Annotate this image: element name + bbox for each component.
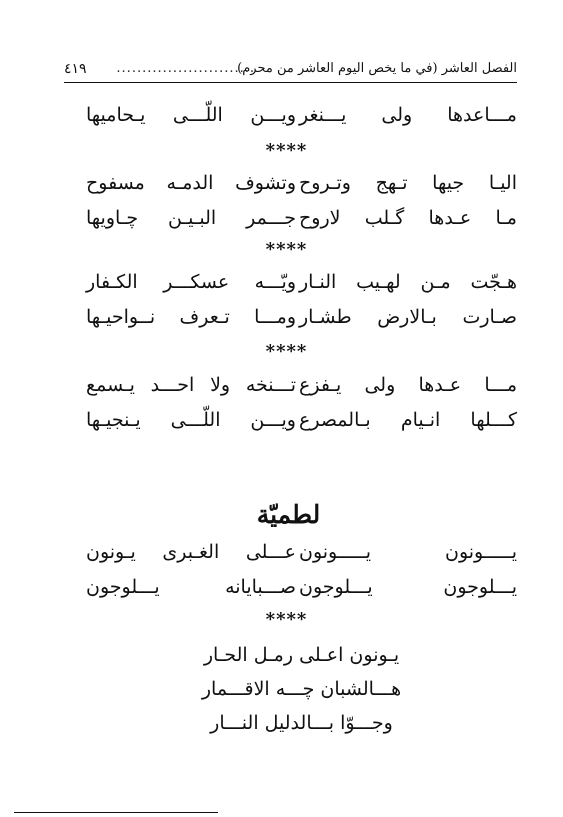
- section-heading: لطميّة: [256, 500, 321, 529]
- first-hemistich: كـــلها انـيام بـالمصرع: [299, 409, 517, 431]
- second-hemistich: جـــمر البـيـن چـاويها: [86, 207, 296, 229]
- second-hemistich: تـــنخه ولا احـــد يـسمع: [86, 374, 296, 396]
- page-number: ٤١٩: [64, 61, 87, 77]
- verse-line: [64, 572, 517, 602]
- verse-line: هـــالشبان چـــه الاقـــمار: [201, 678, 402, 700]
- verse-line: [64, 168, 517, 198]
- first-hemistich: يـــــونون يـــــونون: [299, 541, 517, 563]
- chapter-title: الفصل العاشر (في ما يخص اليوم العاشر من محرم): [237, 61, 517, 76]
- second-hemistich: ويـــن اللّـــى يـنجيـها: [86, 409, 296, 431]
- verse-line: [64, 370, 517, 400]
- stars-separator: ****: [265, 609, 308, 630]
- first-hemistich: هـجّت مـن لهـيب النـار: [299, 271, 517, 293]
- verse-line: [64, 302, 517, 332]
- first-hemistich: مـا عـدها گـلب لاروح: [299, 207, 517, 229]
- stars-separator: ****: [265, 140, 308, 161]
- header-rule: [64, 82, 517, 83]
- first-hemistich: يـــلوجون يـــلوجون: [299, 576, 517, 598]
- second-hemistich: صـــبايانه يـــلوجون: [86, 576, 296, 598]
- second-hemistich: ويّـــه عسكـــر الكـفار: [86, 271, 296, 293]
- footer-rule: [14, 812, 218, 813]
- running-head: [64, 58, 517, 80]
- verse-line: يـونون اعـلى رمـل الحـار: [203, 644, 400, 666]
- first-hemistich: صـارت بـالارض طشـار: [299, 306, 517, 328]
- stars-separator: ****: [265, 341, 308, 362]
- verse-line: [64, 405, 517, 435]
- verse-line: [64, 203, 517, 233]
- first-hemistich: مـــاعدها ولى يـــنغر: [299, 104, 517, 126]
- verse-line: [64, 100, 517, 130]
- stars-separator: ****: [265, 239, 308, 260]
- verse-line: [64, 267, 517, 297]
- verse-line: وجـــوّا بـــالدليل النـــار: [210, 712, 393, 734]
- second-hemistich: عـــلى الغـبرى يـونون: [86, 541, 296, 563]
- leader-dots: ...........................: [116, 61, 255, 76]
- verse-line: [64, 537, 517, 567]
- second-hemistich: ومـــا تـعرف نــواحيـها: [86, 306, 296, 328]
- first-hemistich: اليـا جيها تـهج وتـروح: [299, 172, 517, 194]
- second-hemistich: وتشوف الدمـه مسفوح: [86, 172, 296, 194]
- first-hemistich: مـــا عـدها ولى يـفزع: [299, 374, 517, 396]
- second-hemistich: ويـــن اللّـــى يـحاميها: [86, 104, 296, 126]
